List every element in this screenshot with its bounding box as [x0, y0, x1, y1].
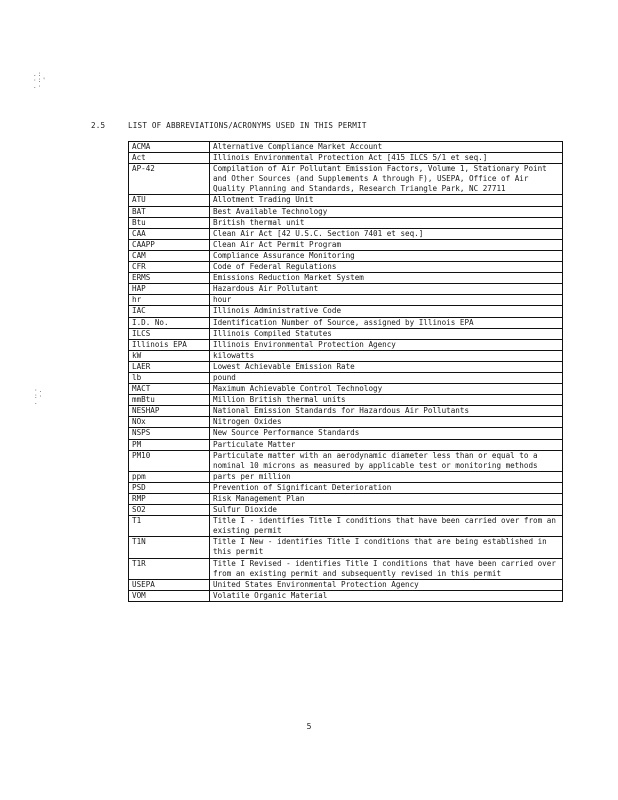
definition-cell: British thermal unit: [210, 217, 563, 228]
section-heading: [91, 121, 367, 130]
abbreviation-cell: hr: [129, 295, 210, 306]
table-row: [129, 142, 563, 153]
definition-cell: Illinois Environmental Protection Agency: [210, 339, 563, 350]
table-row: [129, 450, 563, 471]
table-row: [129, 406, 563, 417]
abbreviations-table: [128, 141, 563, 602]
section-number: 2.5: [91, 121, 106, 130]
definition-cell: hour: [210, 295, 563, 306]
definition-cell: New Source Performance Standards: [210, 428, 563, 439]
abbreviation-cell: T1N: [129, 537, 210, 558]
definition-cell: Maximum Achievable Control Technology: [210, 384, 563, 395]
table-row: [129, 206, 563, 217]
table-row: [129, 350, 563, 361]
abbreviation-cell: ILCS: [129, 328, 210, 339]
table-row: [129, 284, 563, 295]
table-row: [129, 590, 563, 601]
table-row: [129, 239, 563, 250]
definition-cell: Clean Air Act Permit Program: [210, 239, 563, 250]
abbreviation-cell: CAM: [129, 250, 210, 261]
definition-cell: pound: [210, 372, 563, 383]
table-row: [129, 494, 563, 505]
definition-cell: Illinois Administrative Code: [210, 306, 563, 317]
table-row: [129, 395, 563, 406]
table-row: [129, 295, 563, 306]
abbreviation-cell: NESHAP: [129, 406, 210, 417]
definition-cell: Million British thermal units: [210, 395, 563, 406]
scan-speck: .: ·:' .·: [33, 71, 47, 90]
abbreviation-cell: RMP: [129, 494, 210, 505]
table-row: [129, 482, 563, 493]
abbreviation-cell: PM10: [129, 450, 210, 471]
table-row: [129, 505, 563, 516]
abbreviation-cell: CFR: [129, 262, 210, 273]
abbreviation-cell: NSPS: [129, 428, 210, 439]
abbreviation-cell: ACMA: [129, 142, 210, 153]
table-row: [129, 153, 563, 164]
definition-cell: United States Environmental Protection Agency: [210, 579, 563, 590]
definition-cell: Code of Federal Regulations: [210, 262, 563, 273]
abbreviation-cell: AP-42: [129, 164, 210, 195]
abbreviation-cell: PM: [129, 439, 210, 450]
table-row: [129, 516, 563, 537]
definition-cell: National Emission Standards for Hazardous Air Pollutants: [210, 406, 563, 417]
definition-cell: Title I Revised - identifies Title I conditions that have been carried over from an existing permit and subsequently revised in this permit: [210, 558, 563, 579]
definition-cell: Lowest Achievable Emission Rate: [210, 361, 563, 372]
table-row: [129, 195, 563, 206]
table-row: [129, 558, 563, 579]
table-row: [129, 439, 563, 450]
definition-cell: Identification Number of Source, assigned by Illinois EPA: [210, 317, 563, 328]
definition-cell: Volatile Organic Material: [210, 590, 563, 601]
definition-cell: Clean Air Act [42 U.S.C. Section 7401 et seq.]: [210, 228, 563, 239]
definition-cell: Compilation of Air Pollutant Emission Factors, Volume 1, Stationary Point and Other Sources (and Supplements A through F), USEPA, Office of Air Quality Planning and Standards, Research Triangle Park, NC 27711: [210, 164, 563, 195]
abbreviation-cell: SO2: [129, 505, 210, 516]
definition-cell: Allotment Trading Unit: [210, 195, 563, 206]
abbreviation-cell: lb: [129, 372, 210, 383]
definition-cell: Nitrogen Oxides: [210, 417, 563, 428]
abbreviation-cell: VOM: [129, 590, 210, 601]
definition-cell: Particulate matter with an aerodynamic diameter less than or equal to a nominal 10 microns as measured by applicable test or monitoring methods: [210, 450, 563, 471]
scan-speck: ·. :· .: [34, 387, 44, 406]
abbreviation-cell: IAC: [129, 306, 210, 317]
table-row: [129, 537, 563, 558]
table-row: [129, 317, 563, 328]
abbreviation-cell: T1: [129, 516, 210, 537]
definition-cell: Title I New - identifies Title I conditions that are being established in this permit: [210, 537, 563, 558]
abbreviation-cell: NOx: [129, 417, 210, 428]
abbreviation-cell: I.D. No.: [129, 317, 210, 328]
definition-cell: Emissions Reduction Market System: [210, 273, 563, 284]
definition-cell: Compliance Assurance Monitoring: [210, 250, 563, 261]
abbreviation-cell: Btu: [129, 217, 210, 228]
table-row: [129, 228, 563, 239]
table-row: [129, 361, 563, 372]
definition-cell: Particulate Matter: [210, 439, 563, 450]
abbreviation-cell: CAAPP: [129, 239, 210, 250]
abbreviation-cell: ATU: [129, 195, 210, 206]
table-row: [129, 428, 563, 439]
definition-cell: Illinois Environmental Protection Act [415 ILCS 5/1 et seq.]: [210, 153, 563, 164]
abbreviation-cell: MACT: [129, 384, 210, 395]
abbreviation-cell: mmBtu: [129, 395, 210, 406]
abbreviation-cell: kW: [129, 350, 210, 361]
definition-cell: parts per million: [210, 471, 563, 482]
definition-cell: Hazardous Air Pollutant: [210, 284, 563, 295]
abbreviation-cell: Illinois EPA: [129, 339, 210, 350]
page-number: 5: [306, 722, 312, 731]
table-row: [129, 417, 563, 428]
table-row: [129, 250, 563, 261]
abbreviation-cell: USEPA: [129, 579, 210, 590]
definition-cell: Best Available Technology: [210, 206, 563, 217]
abbreviation-cell: LAER: [129, 361, 210, 372]
abbreviation-cell: HAP: [129, 284, 210, 295]
definition-cell: Prevention of Significant Deterioration: [210, 482, 563, 493]
abbreviations-table-body: [129, 142, 563, 602]
table-row: [129, 339, 563, 350]
table-row: [129, 372, 563, 383]
abbreviation-cell: ERMS: [129, 273, 210, 284]
table-row: [129, 579, 563, 590]
abbreviation-cell: T1R: [129, 558, 210, 579]
abbreviation-cell: PSD: [129, 482, 210, 493]
table-row: [129, 262, 563, 273]
abbreviation-cell: ppm: [129, 471, 210, 482]
table-row: [129, 306, 563, 317]
definition-cell: Sulfur Dioxide: [210, 505, 563, 516]
abbreviation-cell: Act: [129, 153, 210, 164]
table-row: [129, 471, 563, 482]
definition-cell: kilowatts: [210, 350, 563, 361]
abbreviation-cell: CAA: [129, 228, 210, 239]
definition-cell: Title I - identifies Title I conditions that have been carried over from an existing permit: [210, 516, 563, 537]
table-row: [129, 384, 563, 395]
section-title: LIST OF ABBREVIATIONS/ACRONYMS USED IN THIS PERMIT: [128, 121, 367, 130]
table-row: [129, 273, 563, 284]
definition-cell: Alternative Compliance Market Account: [210, 142, 563, 153]
definition-cell: Risk Management Plan: [210, 494, 563, 505]
table-row: [129, 164, 563, 195]
table-row: [129, 217, 563, 228]
definition-cell: Illinois Compiled Statutes: [210, 328, 563, 339]
abbreviation-cell: BAT: [129, 206, 210, 217]
table-row: [129, 328, 563, 339]
